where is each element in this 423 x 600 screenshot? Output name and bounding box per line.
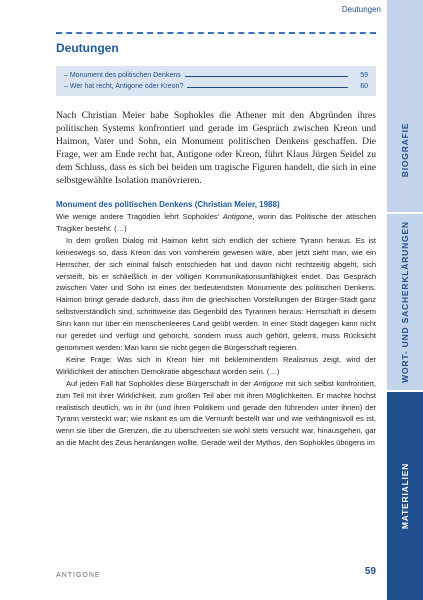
- text-run: , worin das Politische der attischen Tragiker besteht. (…): [56, 212, 376, 233]
- body-paragraph: [56, 378, 376, 449]
- text-run: Wie wenige andere Tragödien lehrt Sophokles’: [56, 212, 223, 221]
- toc-entry-page: 60: [360, 83, 368, 90]
- page-number: 59: [364, 566, 376, 577]
- body-paragraph: [56, 211, 376, 235]
- toc-entry[interactable]: [64, 71, 368, 82]
- tab-wort-und-sacherklaerungen[interactable]: [387, 212, 423, 392]
- body-paragraph: Keine Frage: Was sich in Kreon hier mit beklemmendem Realismus zeigt, wird der Wirklichkeit der attischen Demokratie abgeschaut worden sein. (…): [56, 354, 376, 376]
- tab-divider: [387, 212, 423, 214]
- toc-leader-line: [187, 82, 348, 88]
- toc-leader-line: [185, 71, 348, 77]
- body-paragraph: In dem großen Dialog mit Haimon kehrt sich endlich der schiere Tyrann heraus. Es ist keineswegs so, dass Kreon das von vornherein gewesen wäre, aber jetzt sieht man, wie ein Herrscher, der sich einmal falsch entschieden hat und davon nicht rechtzeitig abgeht, sich versteift, bis er schließlich in der völligen Kommunikationsunfähigkeit endet. Das Gespräch zwischen Vater und Sohn ist eines der bedeutendsten Monumente des politischen Denkens. Haimon bringt gerade dadurch, dass ihm die griechischen Vorstellungen der Bürger-Stadt ganz selbstverständlich sind, schrittweise das Gegenbild des Tyrannen heraus: Herrschaft in diesem Sinn kann nur über ein menschenleeres Land geübt werden. In einer Stadt dagegen kann nicht nur geredet und verfügt und gehorcht, sondern muss auch gehört, gelernt, muss Rücksicht genommen werden: Man kann sie nicht gegen die Bürgerschaft regieren.: [56, 235, 376, 352]
- subsection-title: Monument des politischen Denkens (Christian Meier, 1988): [56, 200, 280, 209]
- footer-book-title: ANTIGONE: [56, 572, 101, 579]
- header-dashed-rule: [56, 32, 376, 34]
- tab-biografie[interactable]: [387, 70, 423, 230]
- toc-entry[interactable]: [64, 82, 368, 93]
- italic-title: Antigone: [222, 212, 253, 221]
- tab-materialien-label: MATERIALIEN: [400, 462, 410, 530]
- tab-biografie-label: BIOGRAFIE: [400, 122, 410, 178]
- toc-box: [56, 66, 376, 96]
- running-head: Deutungen: [341, 5, 381, 14]
- intro-paragraph: Nach Christian Meier habe Sophokles die Athener mit den Abgründen ihres politischen Systems konfrontiert und gerade im Gespräch zwischen Kreon und Haimon, Vater und Sohn, ein Monument politischen Denkens geschaffen. Die Frage, wer am Ende recht hat, Antigone oder Kreon, führt Klaus Jürgen Seidel zu dem Schluss, dass es sich bei beiden um tragische Figuren handelt, die sich in eine selbstgewählte Isolation manövrieren.: [56, 110, 376, 186]
- tab-materialien[interactable]: [387, 392, 423, 600]
- toc-entry-label: – Monument des politischen Denkens: [64, 72, 181, 79]
- toc-entry-label: – Wer hat recht, Antigone oder Kreon?: [64, 83, 184, 90]
- tab-divider: [387, 390, 423, 392]
- body-text: [56, 211, 376, 449]
- text-run: Auf jeden Fall hat Sophokles diese Bürgerschaft in der: [66, 378, 254, 388]
- italic-title: Antigone: [253, 378, 284, 388]
- tab-wort-label: WORT- UND SACHERKLÄRUNGEN: [400, 221, 411, 383]
- section-title: Deutungen: [56, 41, 119, 55]
- text-run: mit sich selbst konfrontiert, zum Teil mit ihrer Wirklichkeit, zum großen Teil aber mit ihren Möglichkeiten. Er machte höchst realistisch deutlich, wo in ihr (und ihren Politikern und gerade den führenden unter ihnen) der Tyrann versteckt war; wie riskant es um die Vernunft bestellt war und wie verhängnisvoll es ist, wenn sie über die Grenzen, die zu überschreiten sie wohl stets versucht war, hinausgehen, gar an die Macht des Zeus heranlangen wollte. Gerade weil der Mythos, den Sophokles übrigens im: [56, 378, 376, 448]
- toc-entry-page: 59: [360, 72, 368, 79]
